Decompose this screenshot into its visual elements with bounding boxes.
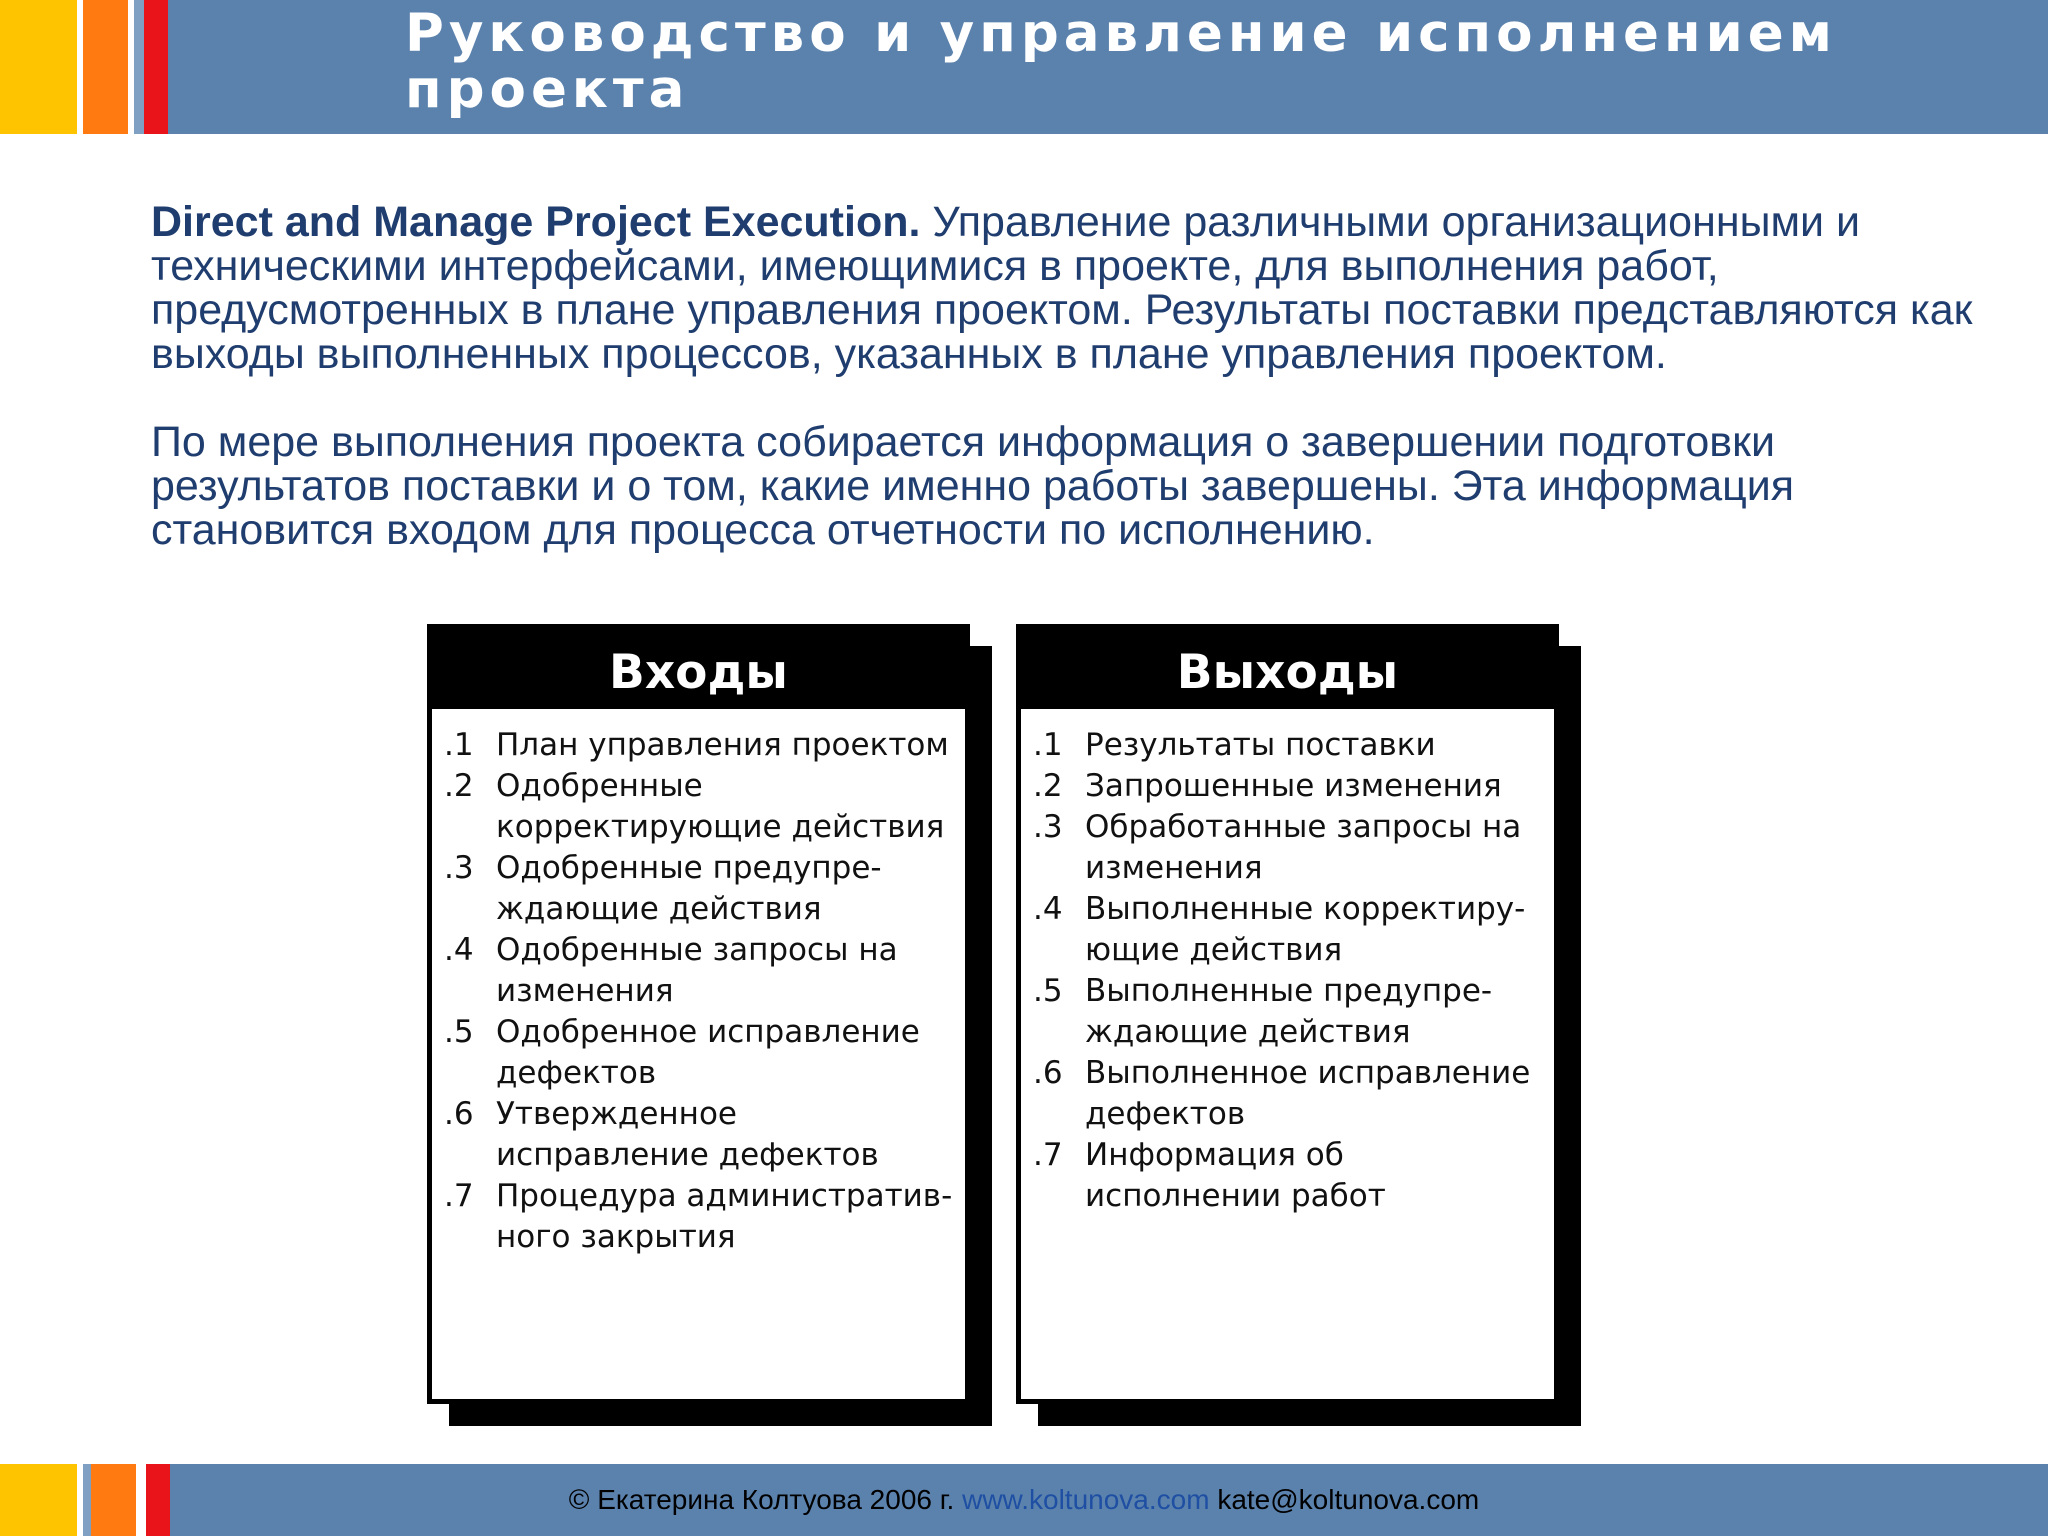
lead-term: Direct and Manage Project Execution.: [151, 198, 921, 246]
list-item: [444, 1012, 957, 1094]
list-item: [1033, 725, 1546, 766]
outputs-heading: Выходы: [1021, 629, 1554, 709]
list-item: [444, 725, 957, 766]
item-number: .3: [444, 850, 474, 886]
item-text: Одобренные предупре-ждающие действия: [496, 850, 882, 927]
second-paragraph: По мере выполнения проекта собирается информация о завершении подготовки результатов поставки и о том, какие именно работы завершены. Эта информация становится входом для процесса отчетности по исполнению.: [151, 418, 1795, 554]
item-text: Выполненные корректиру-ющие действия: [1085, 891, 1526, 968]
list-item: [1033, 889, 1546, 971]
item-number: .7: [444, 1178, 474, 1214]
item-number: .4: [444, 932, 474, 968]
item-text: Результаты поставки: [1085, 727, 1436, 763]
item-number: .4: [1033, 891, 1063, 927]
item-text: Запрошенные изменения: [1085, 768, 1502, 804]
email-address[interactable]: kate@koltunova.com: [1217, 1484, 1480, 1515]
list-item: [444, 1176, 957, 1258]
item-text: Утвержденное исправление дефектов: [496, 1096, 879, 1173]
header-band: [0, 0, 2048, 134]
item-text: Информация об исполнении работ: [1085, 1137, 1386, 1214]
item-text: Выполненные предупре-ждающие действия: [1085, 973, 1493, 1050]
outputs-list: [1033, 725, 1546, 1217]
accent-stripe-steel: [134, 0, 144, 134]
item-text: Одобренные корректирующие действия: [496, 768, 945, 845]
item-text: Выполненное исправление дефектов: [1085, 1055, 1531, 1132]
item-text: Обработанные запросы на изменения: [1085, 809, 1522, 886]
item-text: Одобренное исправление дефектов: [496, 1014, 920, 1091]
item-number: .6: [444, 1096, 474, 1132]
list-item: [1033, 807, 1546, 889]
slide-title: [405, 3, 2005, 120]
item-number: .1: [444, 727, 474, 763]
copyright-text: © Екатерина Колтуова 2006 г.: [568, 1484, 955, 1515]
accent-stripe-red: [144, 0, 168, 134]
list-item: [1033, 1053, 1546, 1135]
intro-paragraph: [151, 200, 1981, 376]
inputs-box: [427, 624, 970, 1404]
item-number: .5: [444, 1014, 474, 1050]
inputs-list: [444, 725, 957, 1258]
item-text: Одобренные запросы на изменения: [496, 932, 898, 1009]
item-number: .3: [1033, 809, 1063, 845]
slide-title-line2: проекта: [405, 59, 690, 120]
accent-stripe-yellow: [0, 0, 77, 134]
slide-title-line1: Руководство и управление исполнением: [405, 3, 1837, 64]
list-item: [444, 766, 957, 848]
list-item: [1033, 766, 1546, 807]
outputs-box: [1016, 624, 1559, 1404]
list-item: [1033, 1135, 1546, 1217]
item-number: .7: [1033, 1137, 1063, 1173]
item-number: .5: [1033, 973, 1063, 1009]
item-number: .1: [1033, 727, 1063, 763]
item-number: .2: [444, 768, 474, 804]
website-link[interactable]: www.koltunova.com: [962, 1484, 1210, 1515]
item-number: .2: [1033, 768, 1063, 804]
lead-definition: Управление различными организационными и техническими интерфейсами, имеющимися в проекте, для выполнения работ, предусмотренных в плане управления проектом. Результаты поставки представляются как выходы выполненных процессов, указанных в плане управления проектом.: [151, 198, 1973, 378]
list-item: [444, 930, 957, 1012]
item-text: План управления проектом: [496, 727, 949, 763]
inputs-heading: Входы: [432, 629, 965, 709]
item-number: .6: [1033, 1055, 1063, 1091]
slide-body: [151, 200, 1981, 552]
list-item: [1033, 971, 1546, 1053]
item-text: Процедура административ-ного закрытия: [496, 1178, 953, 1255]
list-item: [444, 1094, 957, 1176]
accent-stripe-orange: [83, 0, 128, 134]
list-item: [444, 848, 957, 930]
footer-credits: [0, 1484, 2048, 1516]
